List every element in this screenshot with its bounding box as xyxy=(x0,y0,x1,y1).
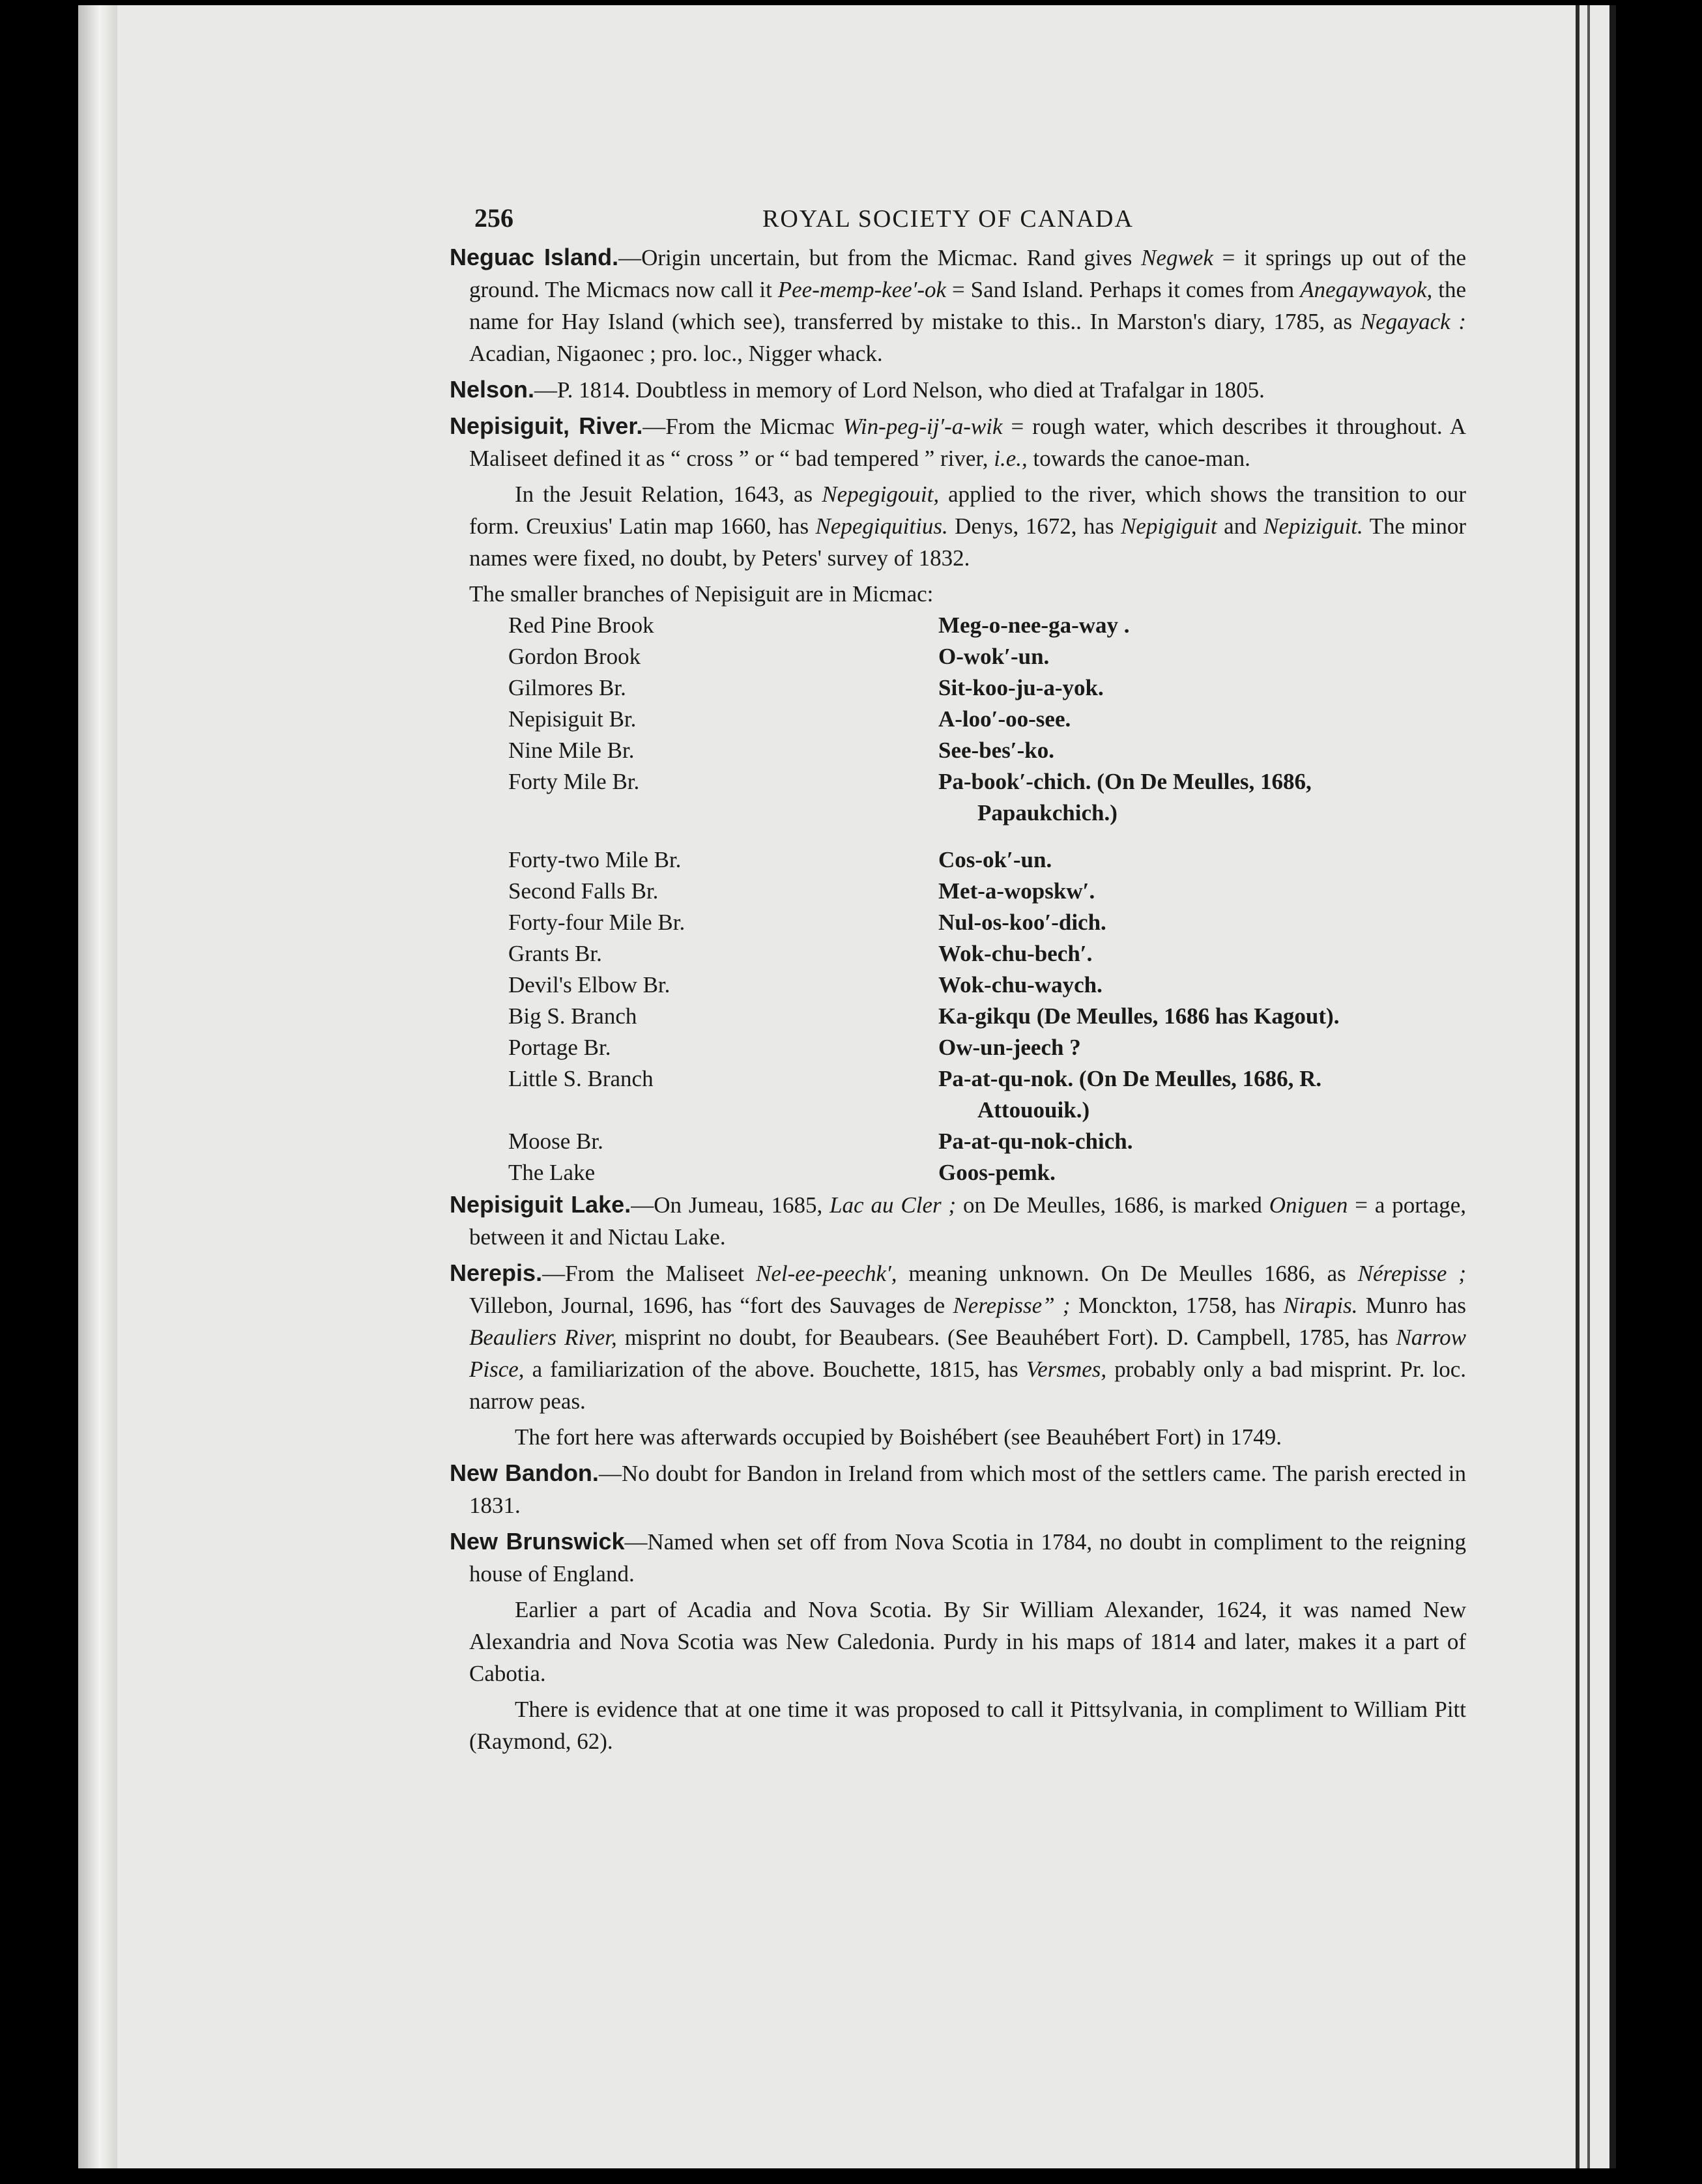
entry-text: In the Jesuit Relation, 1643, as xyxy=(515,481,822,507)
branch-english-name: Nine Mile Br. xyxy=(508,738,635,763)
list-item xyxy=(508,704,1466,735)
entry-text: towards the canoe-man. xyxy=(1027,446,1250,471)
entry-italic: Nel-ee-peechk′, xyxy=(755,1261,897,1286)
branch-micmac-continuation: Papaukchich.) xyxy=(977,800,1118,826)
entry-italic: Negayack : xyxy=(1360,309,1466,334)
branch-english-name: Forty-two Mile Br. xyxy=(508,847,682,872)
entry-text: = it springs up out of the ground. The Micmacs now call it xyxy=(469,245,1467,302)
entry-italic: Pee-memp-kee′-ok xyxy=(777,277,947,302)
list-item xyxy=(508,641,1466,672)
entry-nepisiguit-river xyxy=(450,410,1466,474)
entry-italic: Win-peg-ij′-a-wik xyxy=(843,414,1003,439)
branch-english-name: Gordon Brook xyxy=(508,644,641,669)
branches-list xyxy=(508,610,1466,1188)
page-binding-edge xyxy=(78,5,117,2168)
entry-text: meaning unknown. On De Meulles 1686, as xyxy=(897,1261,1358,1286)
branch-micmac-name: Pa-at-qu-nok-chich. xyxy=(938,1128,1133,1154)
page-header xyxy=(450,195,1466,241)
paragraph-nerepis-fort: The fort here was afterwards occupied by Boishébert (see Beauhébert Fort) in 1749. xyxy=(515,1424,1282,1450)
entry-italic: Negwek xyxy=(1141,245,1213,270)
entry-heading: Neguac Island. xyxy=(450,244,619,270)
entry-text: = rough water, which describes it throughout. A Maliseet defined it as “ cross ” or “ bad tempered ” river, xyxy=(469,414,1467,471)
entry-heading: Nepisiguit, River. xyxy=(450,412,643,439)
entry-nerepis xyxy=(450,1257,1466,1417)
entry-heading: New Brunswick xyxy=(450,1528,625,1555)
entry-heading: Nerepis. xyxy=(450,1259,543,1286)
page-edge-line xyxy=(1587,5,1590,2168)
entry-italic: Nepegiquitius. xyxy=(815,513,948,539)
list-item xyxy=(508,970,1466,1001)
page-edge-line xyxy=(1609,5,1616,2168)
entry-new-bandon xyxy=(450,1457,1466,1521)
paragraph-new-brunswick-pittsylvania: There is evidence that at one time it was proposed to call it Pittsylvania, in compliment to William Pitt (Raymond, 62). xyxy=(469,1697,1466,1754)
branch-micmac-name: Wok-chu-waych. xyxy=(938,972,1103,998)
entry-heading: Nepisiguit Lake. xyxy=(450,1191,631,1218)
entry-text: Monckton, 1758, has xyxy=(1070,1293,1284,1318)
entry-italic: Anegaywayok, xyxy=(1300,277,1433,302)
branch-english-name: Red Pine Brook xyxy=(508,612,654,638)
entry-neguac-island xyxy=(450,241,1466,369)
list-item xyxy=(508,1126,1466,1157)
branches-intro: The smaller branches of Nepisiguit are in Micmac: xyxy=(469,581,934,607)
entry-italic: Narrow Pisce, xyxy=(469,1325,1466,1382)
branch-english-name: Forty-four Mile Br. xyxy=(508,910,685,935)
entry-text: = Sand Island. Perhaps it comes from xyxy=(946,277,1301,302)
branch-english-name: Grants Br. xyxy=(508,941,602,966)
branch-micmac-name: Ka-gikqu (De Meulles, 1686 has Kagout). xyxy=(938,1003,1340,1029)
entry-text: —No doubt for Bandon in Ireland from which most of the settlers came. The parish erected in 1831. xyxy=(469,1461,1466,1518)
branch-micmac-name: Nul-os-koo′-dich. xyxy=(938,910,1106,935)
branch-micmac-name: Ow-un-jeech ? xyxy=(938,1035,1081,1060)
entry-text: Denys, 1672, has xyxy=(947,513,1121,539)
paragraph-nepisiguit-history xyxy=(450,478,1466,574)
page-number: 256 xyxy=(474,203,513,233)
entry-nelson xyxy=(450,373,1466,406)
list-item xyxy=(508,1157,1466,1188)
entry-text: —Named when set off from Nova Scotia in 1784, no doubt in compliment to the reigning house of England. xyxy=(469,1529,1466,1587)
branch-micmac-name: See-bes′-ko. xyxy=(938,738,1055,763)
running-title: ROYAL SOCIETY OF CANADA xyxy=(762,205,1134,233)
entry-italic: Lac au Cler ; xyxy=(829,1192,957,1218)
branch-micmac-name xyxy=(938,1063,1466,1126)
branch-micmac-name xyxy=(938,766,1466,829)
list-item xyxy=(508,844,1466,876)
entry-heading: Nelson. xyxy=(450,376,535,403)
entry-text: the name for Hay Island (which see), transferred by mistake to this.. In Marston's diary, 1785, as xyxy=(469,277,1466,334)
branch-micmac-name: Met-a-wopskw′. xyxy=(938,878,1095,904)
branch-english-name: Devil's Elbow Br. xyxy=(508,972,671,998)
list-item xyxy=(508,766,1466,829)
entry-text: —P. 1814. Doubtless in memory of Lord Nelson, who died at Trafalgar in 1805. xyxy=(534,377,1265,403)
branch-english-name: Second Falls Br. xyxy=(508,878,659,904)
entry-italic: Nirapis. xyxy=(1283,1293,1358,1318)
entry-text: probably only a bad misprint. Pr. loc. narrow peas. xyxy=(469,1357,1466,1414)
entry-text: on De Meulles, 1686, is marked xyxy=(956,1192,1269,1218)
list-item xyxy=(508,907,1466,938)
entry-text: —From the Micmac xyxy=(642,414,843,439)
entry-italic: Nérepisse ; xyxy=(1357,1261,1466,1286)
branch-micmac-name: Wok-chu-bech′. xyxy=(938,941,1093,966)
branch-micmac-text: Pa-book′-chich. (On De Meulles, 1686, xyxy=(938,769,1312,794)
entry-italic: Oniguen xyxy=(1269,1192,1348,1218)
branch-micmac-name: Meg-o-nee-ga-way . xyxy=(938,612,1130,638)
branch-micmac-continuation: Attououik.) xyxy=(977,1097,1090,1123)
entry-italic: Nepiziguit. xyxy=(1263,513,1363,539)
branch-english-name: The Lake xyxy=(508,1160,596,1185)
branch-micmac-name: Cos-ok′-un. xyxy=(938,847,1052,872)
list-item xyxy=(508,735,1466,766)
list-gap xyxy=(508,829,1466,844)
entry-text: misprint no doubt, for Beaubears. (See Beauhébert Fort). D. Campbell, 1785, has xyxy=(616,1325,1396,1350)
entry-text: applied to the river, which shows the transition to our form. Creuxius' Latin map 1660, has xyxy=(469,481,1466,539)
branch-english-name: Big S. Branch xyxy=(508,1003,637,1029)
entry-new-brunswick xyxy=(450,1525,1466,1590)
list-item xyxy=(508,876,1466,907)
branch-micmac-name: A-loo′-oo-see. xyxy=(938,706,1071,732)
entry-heading: New Bandon. xyxy=(450,1459,599,1486)
entry-nepisiguit-lake xyxy=(450,1188,1466,1253)
entry-italic: i.e., xyxy=(994,446,1028,471)
entry-text: = a portage, between it and Nictau Lake. xyxy=(469,1192,1466,1250)
branch-english-name: Forty Mile Br. xyxy=(508,769,640,794)
list-item xyxy=(508,1001,1466,1032)
list-item xyxy=(508,1063,1466,1126)
list-item xyxy=(508,938,1466,970)
entry-text: and xyxy=(1217,513,1264,539)
branch-micmac-name: Sit-koo-ju-a-yok. xyxy=(938,675,1104,700)
branch-english-name: Little S. Branch xyxy=(508,1066,654,1091)
branch-english-name: Nepisiguit Br. xyxy=(508,706,637,732)
entry-italic: Beauliers River, xyxy=(469,1325,617,1350)
page-edge-line xyxy=(1576,5,1579,2168)
entry-text: —On Jumeau, 1685, xyxy=(631,1192,830,1218)
branch-english-name: Gilmores Br. xyxy=(508,675,626,700)
page-text xyxy=(450,195,1466,1761)
paragraph-new-brunswick-history: Earlier a part of Acadia and Nova Scotia. By Sir William Alexander, 1624, it was named New Alexandria and Nova Scotia was New Caledonia. Purdy in his maps of 1814 and later, makes it a part of Cabotia. xyxy=(469,1597,1466,1686)
list-item xyxy=(508,1032,1466,1063)
branch-micmac-text: Pa-at-qu-nok. (On De Meulles, 1686, R. xyxy=(938,1066,1322,1091)
entry-italic: Nepegigouit, xyxy=(822,481,940,507)
entry-text: Munro has xyxy=(1357,1293,1466,1318)
entry-text: —Origin uncertain, but from the Micmac. Rand gives xyxy=(618,245,1142,270)
list-item xyxy=(508,672,1466,704)
entry-text: The minor names were fixed, no doubt, by Peters' survey of 1832. xyxy=(469,513,1467,571)
entry-text: a familiarization of the above. Bouchette, 1815, has xyxy=(524,1357,1026,1382)
entry-italic: Versmes, xyxy=(1026,1357,1107,1382)
branch-english-name: Portage Br. xyxy=(508,1035,611,1060)
entry-italic: Nepigiguit xyxy=(1120,513,1217,539)
entry-text: Acadian, Nigaonec ; pro. loc., Nigger whack. xyxy=(469,341,883,366)
entry-text: Villebon, Journal, 1696, has “fort des Sauvages de xyxy=(469,1293,953,1318)
branch-micmac-name: Goos-pemk. xyxy=(938,1160,1056,1185)
entry-text: —From the Maliseet xyxy=(542,1261,756,1286)
branch-micmac-name: O-wok′-un. xyxy=(938,644,1050,669)
list-item xyxy=(508,610,1466,641)
entry-italic: Nerepisse” ; xyxy=(953,1293,1071,1318)
branch-english-name: Moose Br. xyxy=(508,1128,603,1154)
